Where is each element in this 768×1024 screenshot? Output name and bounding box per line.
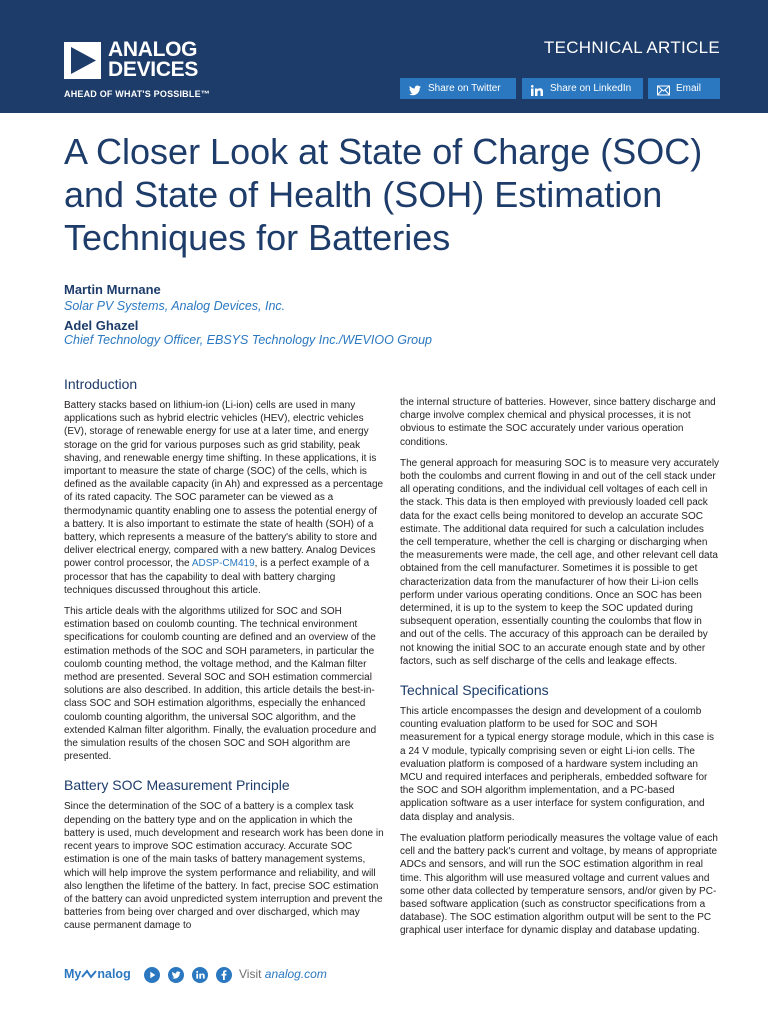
right-column [400, 396, 720, 946]
myanalog-logo[interactable] [64, 967, 131, 981]
myanalog-analog: nalog [97, 967, 131, 981]
logo-triangle-icon [64, 42, 101, 79]
paragraph: This article encompasses the design and development of a coulomb counting evaluation platform to be used for SOC and SOH measurement for a typical energy storage module, which in this case is a 24 V module, typically comprising seven or eight Li-ion cells. The evaluation platform is composed of a hardware system including an MCU and required interfaces and peripherals, embedded software for the SOC and SOH algorithm implementation, and a PC-based application software as a user interface for system configuration, and data display and analysis. [400, 706, 715, 823]
share-twitter-button[interactable] [400, 78, 516, 99]
author-name: Adel Ghazel [64, 318, 139, 333]
paragraph [64, 399, 384, 597]
visit-url: analog.com [264, 967, 327, 981]
paragraph-text: Battery stacks based on lithium-ion (Li-ion) cells are used in many applications such as hybrid electric vehicles (HEV), electric vehicles (EV), storage of renewable energy for use at a later time, and energy storage on the grid for various purposes such as grid stability, peak shaving, and renewable energy time shifting. In these applications, it is important to measure the state of charge (SOC) of the cells, which is defined as the available capacity (in Ah) and expressed as a percentage of its rated capacity. The SOC parameter can be viewed as a thermodynamic quantity enabling one to assess the potential energy of a battery. It is also important to estimate the state of health (SOH) of a battery, which represents a measure of the battery's ability to store and deliver electrical energy, compared with a new battery. Analog Devices power control processor, the [64, 400, 384, 570]
author-affiliation: Solar PV Systems, Analog Devices, Inc. [64, 299, 286, 313]
section-heading-soc-principle: Battery SOC Measurement Principle [64, 777, 290, 794]
share-twitter-label: Share on Twitter [428, 83, 501, 94]
youtube-icon[interactable] [144, 967, 160, 983]
tagline: AHEAD OF WHAT'S POSSIBLE™ [64, 89, 210, 99]
left-column [64, 376, 384, 941]
adsp-cm419-link[interactable]: ADSP-CM419 [191, 558, 255, 570]
brand-line-1: ANALOG [108, 38, 198, 61]
paragraph: This article deals with the algorithms utilized for SOC and SOH estimation based on coulomb counting. The technical environment specifications for coulomb counting are defined and an overview of the estimation methods of the SOC and SOH parameters, in particular the coulomb counting method, the voltage method, and the Kalman filter method are presented. Several SOC and SOH estimation commercial solutions are also described. In addition, this article details the best-in-class SOC and SOH estimation algorithms, especially the enhanced coulomb counting algorithm, the universal SOC algorithm, and the extended Kalman filter algorithm. Finally, the evaluation procedure and the simulation results of the chosen SOC and SOH algorithm are presented. [64, 606, 377, 763]
paragraph: The general approach for measuring SOC is to measure very accurately both the coulombs and current flowing in and out of the cell stack under all operating conditions, and the individual cell voltages of each cell in the stack. This data is then employed with previously loaded cell pack data for the exact cells being monitored to develop an accurate SOC estimate. The additional data required for such a calculation includes the cell temperature, whether the cell is charging or discharging when the measurements were made, the cell age, and other relevant cell data obtained from the cell manufacturer. Sometimes it is possible to get characterization data from the manufacturer of how their Li-ion cells perform under various operating conditions. Once an SOC has been determined, it is up to the system to keep the SOC updated during subsequent operation, essentially counting the coulombs that flow in and out of the cells. The accuracy of this approach can be derailed by not knowing the initial SOC to an accurate enough state and by other factors, such as self discharge of the cells and leakage effects. [400, 457, 720, 667]
share-email-label: Email [676, 83, 702, 94]
paragraph-text: , is a perfect example of a processor that has the capability to deal with battery charging techniques discussed throughout this article. [64, 558, 370, 596]
brand-line-2: DEVICES [108, 58, 199, 81]
section-heading-technical-specifications: Technical Specifications [400, 682, 549, 699]
section-heading-introduction: Introduction [64, 376, 138, 392]
share-linkedin-label: Share on LinkedIn [550, 83, 632, 94]
linkedin-icon [531, 83, 543, 94]
article-title: A Closer Look at State of Charge (SOC) and State of Health (SOH) Estimation Techniques for Batteries [64, 131, 703, 258]
visit-label: Visit [239, 967, 265, 981]
header-band [0, 0, 768, 113]
myanalog-my: My [64, 967, 82, 981]
envelope-icon [657, 83, 669, 94]
facebook-icon[interactable] [216, 967, 232, 983]
brand-name [108, 40, 268, 80]
article-type-label: TECHNICAL ARTICLE [543, 38, 720, 57]
myanalog-wave-icon [81, 969, 97, 979]
visit-site-link[interactable] [239, 967, 327, 981]
paragraph: The evaluation platform periodically measures the voltage value of each cell and the battery pack's current and voltage, by means of appropriate ADCs and sensors, and will run the SOC estimation algorithm in real time. This algorithm will use measured voltage and current values and some other data collected by temperature sensors, and/or given by PC-based software application (such as constructor specifications from a database). The SOC estimation algorithm output will be sent to the PC graphical user interface for dynamic display and database updating. [400, 832, 718, 937]
paragraph: Since the determination of the SOC of a battery is a complex task depending on the battery type and on the application in which the battery is used, much development and research work has been done in recent years to improve SOC estimation accuracy. Accurate SOC estimation is one of the main tasks of battery management systems, which will help improve the system performance and reliability, and will also lengthen the lifetime of the battery. In fact, precise SOC estimation of the battery can avoid unpredicted system interruption and prevent the batteries from being over charged and over discharged, which may cause permanent damage to [64, 801, 384, 932]
share-linkedin-button[interactable] [522, 78, 643, 99]
author-affiliation: Chief Technology Officer, EBSYS Technology Inc./WEVIOO Group [64, 333, 433, 347]
footer [64, 964, 464, 986]
twitter-icon[interactable] [168, 967, 184, 983]
twitter-icon [409, 83, 421, 94]
paragraph: the internal structure of batteries. However, since battery discharge and charge involve complex chemical and physical processes, it is not obvious to estimate the SOC accurately under various operation conditions. [400, 397, 716, 448]
linkedin-icon[interactable] [192, 967, 208, 983]
share-email-button[interactable] [648, 78, 720, 99]
author-name: Martin Murnane [64, 282, 161, 297]
